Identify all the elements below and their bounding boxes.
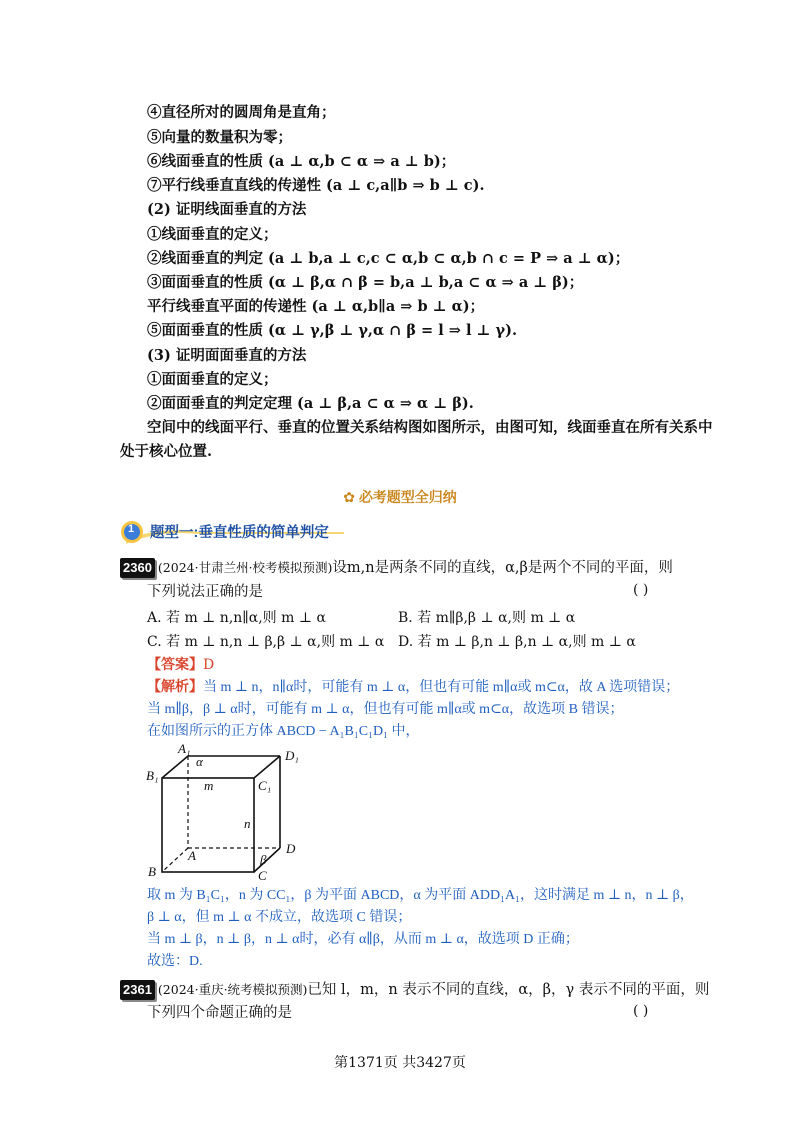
text-line: ⑥线面垂直的性质 (a ⊥ α,b ⊂ α ⇒ a ⊥ b)；: [147, 153, 456, 170]
question-stem: 已知 l，m，n 表示不同的直线，α，β，γ 表示不同的平面，则: [307, 982, 710, 998]
option-b: B. 若 m∥β,β ⊥ α,则 m ⊥ α: [398, 610, 576, 626]
page-footer: 第1371页 共3427页: [334, 1055, 466, 1071]
question-source: (2024·甘肃兰州·校考模拟预测): [157, 560, 333, 575]
analysis-line: 在如图所示的正方体 ABCD − A₁B₁C₁D₁ 中，: [147, 724, 420, 739]
star-icon: ✿: [343, 489, 355, 505]
text-line: ①线面垂直的定义；: [147, 226, 278, 243]
text-line: ②面面垂直的判定定理 (a ⊥ β,a ⊂ α ⇒ α ⊥ β).: [147, 395, 474, 412]
question-number-badge: 2361: [120, 980, 155, 1000]
label-beta: β: [260, 852, 267, 867]
text-line: 空间中的线面平行、垂直的位置关系结构图如图所示，由图可知，线面垂直在所有关系中: [147, 419, 713, 436]
text-line: ①面面垂直的定义；: [147, 371, 278, 388]
analysis-line: 当 m ⊥ β，n ⊥ β，n ⊥ α时，必有 α∥β，从而 m ⊥ α，故选项 D 正确；: [147, 932, 579, 947]
analysis-line: 故选：D.: [147, 954, 203, 969]
label-c: C: [258, 868, 267, 880]
text-line: ⑤向量的数量积为零；: [147, 129, 292, 146]
text-line: 处于核心位置.: [120, 443, 213, 460]
label-c1: C₁: [258, 778, 272, 793]
text-line: ④直径所对的圆周角是直角；: [147, 104, 336, 121]
question-source: (2024·重庆·统考模拟预测): [157, 982, 308, 997]
question-stem-line2: 下列四个命题正确的是: [147, 1005, 292, 1021]
analysis-line: 【解析】当 m ⊥ n，n∥α时，可能有 m ⊥ α，但也有可能 m∥α或 m⊂α，故 A 选项错误；: [147, 680, 680, 695]
text-line: ⑦平行线垂直直线的传递性 (a ⊥ c,a∥b ⇒ b ⊥ c).: [147, 177, 485, 194]
type-title: 题型一:垂直性质的简单判定: [150, 525, 329, 541]
answer-line: [147, 655, 214, 675]
label-alpha: α: [196, 754, 203, 769]
label-b1: B₁: [146, 768, 159, 783]
question-stem-line2: 下列说法正确的是: [147, 584, 263, 600]
question-2360-stem: [120, 558, 673, 578]
analysis-label: 【解析】: [147, 680, 203, 695]
text-line: ⑤面面垂直的性质 (α ⊥ γ,β ⊥ γ,α ∩ β = l ⇒ l ⊥ γ).: [147, 322, 518, 339]
answer-blank: ( ): [633, 1003, 649, 1019]
question-stem: 设m,n是两条不同的直线，α,β是两个不同的平面，则: [332, 560, 673, 576]
label-n: n: [244, 816, 251, 831]
option-c: C. 若 m ⊥ n,n ⊥ β,β ⊥ α,则 m ⊥ α: [147, 634, 385, 650]
cube-figure: [140, 740, 320, 880]
subheading: (2) 证明线面垂直的方法: [147, 201, 307, 218]
answer-label: 【答案】: [147, 657, 203, 673]
question-type-heading: [118, 518, 348, 546]
option-d: D. 若 m ⊥ β,n ⊥ β,n ⊥ α,则 m ⊥ α: [398, 634, 636, 650]
section-title: ✿ 必考题型全归纳: [343, 489, 457, 505]
answer-value: D: [203, 657, 215, 673]
text-line: ③面面垂直的性质 (α ⊥ β,α ∩ β = b,a ⊥ b,a ⊂ α ⇒ a ⊥ β)；: [147, 274, 584, 291]
label-a: A: [188, 848, 196, 863]
question-2361-stem: [120, 980, 709, 1000]
label-d: D: [286, 841, 296, 856]
analysis-line: 取 m 为 B₁C₁，n 为 CC₁，β 为平面 ABCD，α 为平面 ADD₁A₁，这时满足 m ⊥ n，n ⊥ β，: [147, 888, 694, 903]
label-b: B: [148, 864, 156, 879]
text-line: ②线面垂直的判定 (a ⊥ b,a ⊥ c,c ⊂ α,b ⊂ α,b ∩ c = P ⇒ a ⊥ α)；: [147, 250, 630, 267]
answer-blank: ( ): [633, 582, 649, 598]
subheading: (3) 证明面面垂直的方法: [147, 347, 307, 364]
text-line: 平行线垂直平面的传递性 (a ⊥ α,b∥a ⇒ b ⊥ α)；: [147, 298, 485, 315]
label-d1: D₁: [285, 748, 299, 763]
label-a1: A₁: [178, 741, 191, 756]
analysis-line: β ⊥ α，但 m ⊥ α 不成立，故选项 C 错误；: [147, 910, 412, 925]
question-number-badge: 2360: [120, 558, 155, 578]
option-a: A. 若 m ⊥ n,n∥α,则 m ⊥ α: [147, 610, 326, 626]
type-number: 1: [128, 523, 135, 535]
analysis-line: 当 m∥β，β ⊥ α时，可能有 m ⊥ α，但也有可能 m∥α或 m⊂α，故选项 B 错误；: [147, 702, 624, 717]
label-m: m: [204, 778, 214, 793]
